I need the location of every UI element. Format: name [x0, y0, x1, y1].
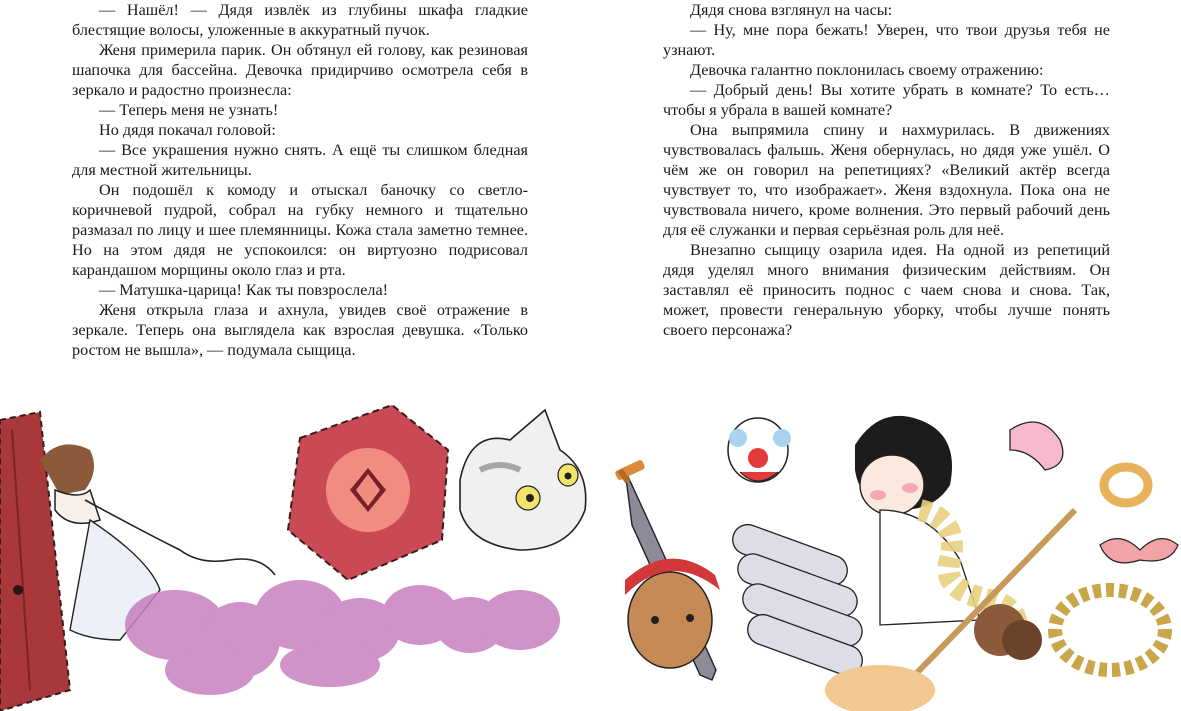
paragraph: — Ну, мне пора бежать! Уверен, что твои друзья тебя не узнают.: [663, 21, 1110, 59]
paragraph: — Добрый день! Вы хотите убрать в комнате? То есть… чтобы я убрала в вашей комнате?: [663, 81, 1110, 119]
paragraph: — Матушка-царица! Как ты повзрослела!: [99, 281, 389, 299]
armour-rolls-illustration: [728, 520, 866, 679]
bow-illustration: [1100, 539, 1178, 563]
right-text-column: [663, 0, 1110, 340]
paragraph: Дядя снова взглянул на часы:: [690, 1, 893, 19]
ring-illustration: [1104, 467, 1148, 503]
illustration-strip: [0, 390, 1181, 711]
paragraph: Она выпрямила спину и нахмурилась. В движениях чувствовалась фальшь. Женя обернулась, но дядя уже ушёл. О чём же он говорил на репетициях? «Великий актёр всегда чувствует то, что изображает». Женя вздохнула. Пока она не чувствовала ничего, кроме волнения. Это первый рабочий день для её служанки и первая серьёзная роль для неё.: [663, 121, 1110, 239]
paragraph: Женя открыла глаза и ахнула, увидев своё отражение в зеркале. Теперь она выглядела как взрослая девушка. «Только ростом не вышла», — подумала сыщица.: [72, 301, 528, 359]
paragraph: Внезапно сыщицу озарила идея. На одной из репетиций дядя уделял много внимания физическим действиям. Он заставлял её приносить поднос с чаем снова и снова. Так, может, провести генеральную уборку, чтобы лучше понять своего персонажа?: [663, 241, 1110, 339]
coconut-illustration: [974, 604, 1042, 660]
paragraph: Но дядя покачал головой:: [99, 121, 276, 139]
clown-mask-illustration: [728, 418, 791, 482]
paragraph: Женя примерила парик. Он обтянул ей голову, как резиновая шапочка для бассейна. Девочка придирчиво осмотрела себя в зеркало и радостно произнесла:: [72, 41, 528, 99]
paragraph: Девочка галантно поклонилась своему отражению:: [690, 61, 1044, 79]
shield-illustration: [288, 405, 448, 580]
wreath-illustration: [1055, 590, 1165, 670]
paragraph: Он подошёл к комоду и отыскал баночку со светло-коричневой пудрой, собрал на губку немного и тщательно размазал по лицу и шее племянницы. Кожа стала заметно темнее. Но на этом дядя не успокоился: он виртуозно подрисовал карандашом морщины около глаз и рта.: [72, 181, 528, 279]
cat-illustration: [460, 410, 586, 550]
left-text-column: [72, 0, 528, 360]
paragraph: — Нашёл! — Дядя извлёк из глубины шкафа гладкие блестящие волосы, уложенные в аккуратный пучок.: [72, 1, 528, 39]
pink-sock-illustration: [1010, 422, 1063, 470]
paragraph: — Все украшения нужно снять. А ещё ты слишком бледная для местной жительницы.: [72, 141, 528, 179]
feather-boa-illustration: [125, 580, 560, 695]
paragraph: — Теперь меня не узнать!: [99, 101, 279, 119]
